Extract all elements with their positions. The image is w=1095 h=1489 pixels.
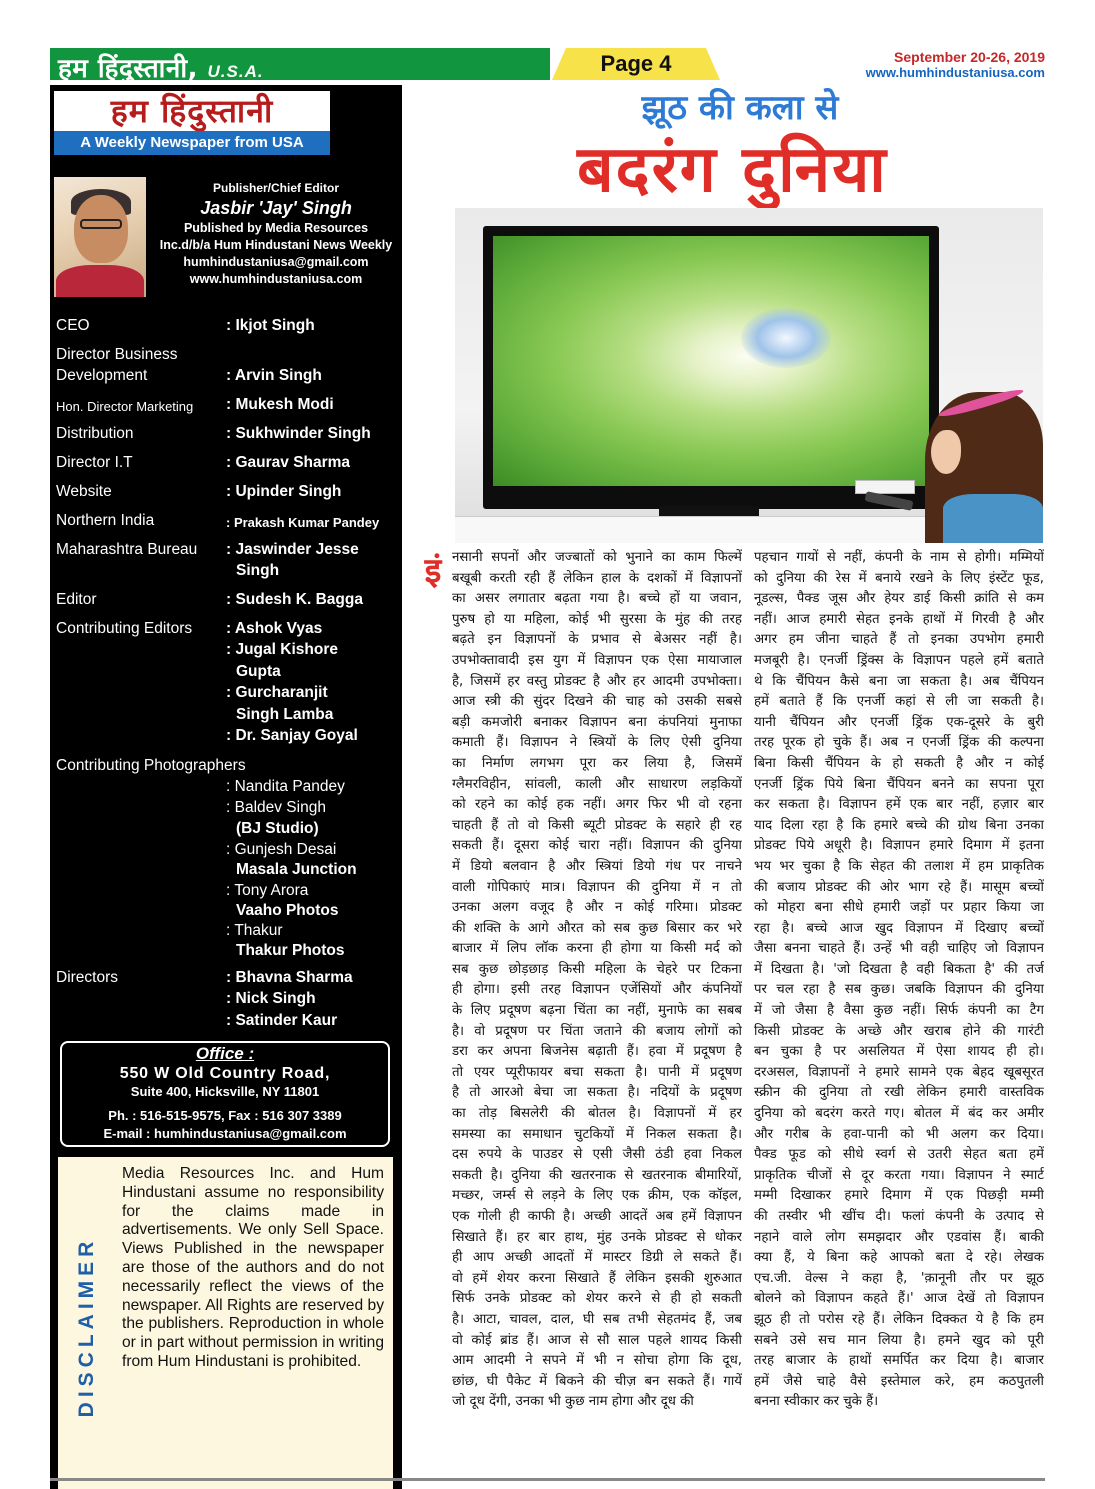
article-line: हमें बताते हैं कि एनर्जी कहां से ली जा सकती है।	[754, 694, 1044, 710]
article-line: जो दूध देंगी, उनका भी कुछ नाम होगा और दूध की	[452, 1394, 694, 1410]
article-line: यानी चैंपियन और एनर्जी ड्रिंक एक-दूसरे के बुरी	[754, 714, 1044, 730]
article-line: है तो आरओ बेचा जा सकता है। नदियों के प्रदूषण	[452, 1085, 742, 1101]
staff-row-editor	[54, 589, 400, 618]
article-line: आज स्त्री की सुंदर दिखने की चाह को उसकी सबसे	[452, 694, 742, 710]
staff-value: : Prakash Kumar Pandey	[226, 515, 380, 530]
staff-value: : Gunjesh Desai	[226, 841, 337, 858]
staff-value: : Jugal Kishore	[226, 641, 338, 658]
staff-value: : Jaswinder Jesse	[226, 541, 359, 558]
footer-rule	[50, 1478, 1045, 1481]
article-line: दुनिया को बदरंग करते गए। बोतल में बंद कर अमीर	[754, 1106, 1044, 1122]
article-line: वो हमें शेयर करना सिखाते हैं लेकिन इसकी शुरुआत	[452, 1270, 742, 1286]
page-header	[50, 48, 1045, 82]
article-line: सिर्फ उनके प्रोडक्ट को शेयर करने से ही हो सकती	[452, 1291, 742, 1307]
article-line: बनना स्वीकार कर चुके हैं।	[754, 1394, 879, 1410]
staff-label: Director Business Development	[56, 346, 178, 384]
staff-list	[54, 315, 400, 1033]
staff-label: CEO	[56, 317, 90, 334]
page-number: Page 4	[600, 51, 672, 76]
article-photo-girl-watching-tv	[455, 208, 1043, 543]
office-email-link[interactable]: E-mail : humhindustaniusa@gmail.com	[103, 1126, 347, 1141]
staff-row-distribution	[54, 423, 400, 452]
staff-value: : Baldev Singh	[226, 799, 326, 816]
article-line: तरह पूरक हो चुके हैं। अब न एनर्जी ड्रिंक की कल्पना	[754, 735, 1044, 751]
staff-value: : Dr. Sanjay Goyal	[226, 727, 358, 744]
staff-label: Website	[56, 483, 112, 500]
article-line: कर सकता है। विज्ञापन हमें एक बार नहीं, हज़ार बार	[754, 797, 1044, 813]
article-line: वाली गोपिकाएं मात्र। विज्ञापन की दुनिया में न तो	[452, 879, 742, 895]
staff-row-directors	[54, 967, 400, 1033]
article-line: नसानी सपनों और जज्बातों को भुनाने का काम फिल्में	[452, 550, 742, 565]
article-line: सब कुछ छोड़छाड़ किसी महिला के चेहरे पर टिकना	[452, 961, 742, 977]
article-line: का निर्माण लगभग पूरा कर लिया है, जिसमें	[452, 755, 742, 771]
office-road: 550 W Old Country Road,	[119, 1065, 331, 1082]
article-line: नहाने वाले लोग समझदार और एडवांस हैं। बाकी	[754, 1229, 1044, 1245]
article-line: चाहती हैं तो वो किसी ब्यूटी प्रोडक्ट के सहारे ही रह	[452, 817, 742, 833]
article-line: उनका अलग वजूद है और न कोई गरिमा। प्रोडक्ट	[452, 900, 742, 916]
masthead-subtitle: A Weekly Newspaper from USA	[54, 131, 330, 155]
article-line: स्क्रीन की दुनिया तो रखी लेकिन हमारी वास्तविक	[754, 1085, 1044, 1101]
article-line: मच्छर, जर्म्स से लड़ने के लिए एक क्रीम, एक कॉइल,	[452, 1188, 742, 1204]
article-column-1	[452, 548, 742, 1413]
staff-value: Vaaho Photos	[236, 902, 339, 919]
article-line: में जो जैसा है वैसा कुछ नहीं। सिर्फ कंपनी का टैग	[754, 1003, 1044, 1019]
article-line: बन चुका है पर असलियत में ऐसा शायद ही हो।	[754, 1044, 1044, 1060]
staff-value: : Gaurav Sharma	[226, 454, 351, 471]
disclaimer-box	[58, 1157, 393, 1489]
article-line: बिना किसी चैंपियन के हो सकती है और न कोई	[754, 755, 1044, 771]
masthead-title: हम हिंदुस्तानी	[54, 91, 330, 131]
article-line: पहचान गायों से नहीं, कंपनी के नाम से होगी। मम्मियों	[754, 550, 1044, 565]
staff-label: Northern India	[56, 512, 155, 529]
staff-value: Gupta	[236, 663, 281, 680]
article-line: सबने उसे सच मान लिया है। हमने खुद को पूरी	[754, 1332, 1044, 1348]
article-line: सिखाते हैं। हर बार हाथ, मुंह उनके प्रोडक्ट से धोकर	[452, 1229, 742, 1245]
article-line: को रहने का कोई हक नहीं। अगर फिर भी वो रहना	[452, 797, 742, 813]
staff-value: Singh Lamba	[236, 706, 334, 723]
staff-label: Directors	[56, 969, 119, 986]
office-suite: Suite 400, Hicksville, NY 11801	[130, 1084, 320, 1099]
publisher-line: Published by Media Resources	[183, 221, 369, 235]
staff-value: : Nandita Pandey	[226, 778, 345, 795]
staff-row-maharashtra	[54, 539, 400, 589]
article-line: कमाती हैं। विज्ञापन ने स्त्रियों के लिए ऐसी दुनिया	[452, 735, 742, 751]
publisher-line: Inc.d/b/a Hum Hindustani News Weekly	[159, 238, 393, 252]
office-phone: Ph. : 516-515-9575, Fax : 516 307 3389	[108, 1108, 342, 1123]
article-line: प्रोडक्ट पिये अधूरी है। विज्ञापन हमारे दिमाग में इतना	[754, 838, 1044, 854]
disclaimer-heading: DISCLAIMER	[75, 1236, 98, 1418]
issue-date: September 20-26, 2019	[894, 49, 1045, 65]
article-line: पुरुष हो या महिला, कोई भी सुरसा के मुंह की तरह	[452, 611, 742, 627]
article-line: छांछ, घी पैकेट में बिकने की चीज़ बन सकते हैं। गायें	[452, 1373, 742, 1389]
staff-label: Editor	[56, 591, 97, 608]
article-kicker: झूठ की कला से	[641, 88, 839, 128]
article-line: को मोहरा बना सीधे हमारी जड़ों पर प्रहार किया जा	[754, 900, 1044, 916]
article-line: की तस्वीर भी खींच दी। फलां कंपनी के उत्पाद से	[754, 1209, 1044, 1224]
header-website-link[interactable]: www.humhindustaniusa.com	[865, 65, 1045, 80]
article-line: रहा है। बच्चे आज खुद विज्ञापन में दिखाए बच्चों	[754, 920, 1044, 936]
header-brand-hindi: हम हिंदुस्तानी,	[58, 54, 198, 84]
staff-value: : Mukesh Modi	[226, 396, 334, 413]
article-line: का तोड़ बिसलेरी की बोतल है। विज्ञापनों में हर	[452, 1106, 742, 1122]
article-line: सकती है। दुनिया की खतरनाक से खतरनाक बीमारियों,	[452, 1167, 742, 1183]
staff-value: : Ikjot Singh	[226, 317, 315, 334]
masthead-logo	[54, 91, 330, 157]
staff-label: Distribution	[56, 425, 134, 442]
article-headline: बदरंग दुनिया	[577, 133, 888, 207]
article-line: बोलने को विज्ञापन कहते हैं।' आज देखें तो विज्ञापन	[754, 1291, 1044, 1307]
article-line: भय भर चुका है कि सेहत की तलाश में हम प्राकृतिक	[754, 858, 1044, 874]
article-line: मम्मी दिखाकर हमारे दिमाग में एक पिछड़ी मम्मी	[754, 1188, 1044, 1204]
article-line: जैसा बनना चाहते हैं। उन्हें भी वही चाहिए जो विज्ञापन	[754, 941, 1044, 957]
article-line: पैक्ड फूड को सीधे स्वर्ग से उतरी सेहत बता हमें	[754, 1147, 1044, 1163]
editor-info	[152, 181, 400, 288]
staff-value: Singh	[236, 562, 280, 579]
article-line: है, जिसमें हर वस्तु प्रोडक्ट है और हर आदमी उपभोक्ता।	[452, 673, 742, 689]
article-line: है। आटा, चावल, दाल, घी सब तभी सेहतमंद हैं, जब	[452, 1311, 742, 1327]
article-line: बखूबी करती रही हैं लेकिन हाल के दशकों में विज्ञापनों	[452, 570, 742, 586]
article-line: को दुनिया की रेस में बनाये रखने के लिए इंस्टेंट फूड,	[754, 570, 1044, 586]
staff-label: Hon. Director Marketing	[56, 399, 194, 414]
disclaimer-text: Media Resources Inc. and Hum Hindustani assume no responsibility for the claims made in advertisements. We only Sell Space. Views Published in the newspaper are those of the authors and do not necessarily reflect the views of the newspaper. All Rights are reserved by the publishers. Reproduction in whole or in part without permission in writing from Hum Hindustani is prohibited.	[122, 1165, 384, 1370]
staff-row-photographers	[54, 755, 400, 967]
article-line: थे कि चैंपियन कैसे बना जा सकता है। अब चैंपियन	[754, 673, 1044, 689]
article-line: बड़ी कमजोरी बनाकर विज्ञापन बना कंपनियां मुनाफा	[452, 714, 742, 730]
article-line: अगर हम जीना चाहते हैं तो इनका उपभोग हमारी	[754, 632, 1044, 648]
staff-row-contributing-editors	[54, 618, 400, 755]
editor-portrait	[54, 177, 146, 297]
article-line: नहीं। आज हमारी सेहत इनके हाथों में गिरवी है और	[754, 611, 1044, 627]
article-line: में डियो बलवान है और स्त्रियां डियो गंध पर नाचने	[452, 858, 742, 874]
article-line: आम आदमी ने सपने में भी न सोचा होगा कि दूध,	[452, 1353, 742, 1369]
article-line: एक गोली ही काफी है। अच्छी आदतें अब हमें विज्ञापन	[452, 1209, 742, 1224]
article-line: में दिखता है। 'जो दिखता है वही बिकता है' की तर्ज	[754, 961, 1044, 977]
staff-value: Masala Junction	[236, 861, 357, 878]
article-line: एनर्जी ड्रिंक पिये बिना चैंपियन बनने का सपना पूरा	[754, 776, 1044, 792]
header-brand	[58, 49, 264, 85]
header-brand-suffix: U.S.A.	[207, 62, 264, 81]
staff-value: : Sudesh K. Bagga	[226, 591, 363, 608]
article-line: बाजार में लिप लॉक करना ही होगा या किसी मर्द को	[452, 941, 742, 957]
article-line: वो कोई ब्रांड हैं। आज से सौ साल पहले शायद किसी	[452, 1332, 742, 1348]
article-dropcap: इं	[424, 551, 442, 591]
editor-email-link[interactable]: humhindustaniusa@gmail.com	[183, 255, 369, 269]
article-line: तरह बाजार के हाथों समर्पित कर दिया है। बाजार	[754, 1353, 1044, 1369]
staff-value: : Tony Arora	[226, 882, 309, 899]
article-line: क्या हैं, ये बिना कहे आपको बता दे रहे। लेखक	[754, 1250, 1044, 1266]
article-line: की बजाय प्रोडक्ट की ओर भाग रहे हैं। मासूम बच्चों	[754, 879, 1044, 895]
staff-row-it	[54, 452, 400, 481]
article-line: उपभोक्तावादी इस युग में विज्ञापन एक ऐसा मायाजाल	[452, 652, 742, 668]
article-line: तो एयर प्यूरीफायर बचा सकता है। पानी में प्रदूषण	[452, 1064, 742, 1080]
staff-label: Contributing Photographers	[56, 757, 246, 774]
article-line: ही होगा। इसी तरह विज्ञापन एजेंसियों और कंपनियों	[452, 982, 742, 998]
staff-value: : Arvin Singh	[226, 367, 322, 384]
staff-value: (BJ Studio)	[236, 820, 319, 837]
article-line: ही आप अच्छी आदतों में मास्टर डिग्री ले सकते हैं।	[452, 1250, 742, 1266]
article-line: याद दिला रहा है कि हमारे बच्चे की ग्रोथ बिना उनका	[754, 817, 1044, 833]
article-line: दरअसल, विज्ञापनों ने हमारे सामने एक बेहद खूबसूरत	[754, 1064, 1044, 1080]
article-line: समस्या का समाधान चुटकियों में निकल सकता है।	[452, 1126, 742, 1142]
staff-value: : Nick Singh	[226, 990, 316, 1007]
article-line: किसी प्रोडक्ट के अच्छे और खराब होने की गारंटी	[754, 1023, 1044, 1039]
staff-value: : Sukhwinder Singh	[226, 425, 371, 442]
article-line: डरा कर अपना बिजनेस बढ़ाती हैं। हवा में प्रदूषण है	[452, 1044, 742, 1060]
article-line: नूडल्स, पैक्ड जूस और हेयर डाई किसी क्रांति से कम	[754, 591, 1044, 607]
staff-value: Thakur Photos	[236, 942, 345, 959]
article-line: और गरीब के हवा-पानी को भी अलग कर दिया।	[754, 1126, 1044, 1142]
staff-value: : Satinder Kaur	[226, 1012, 338, 1029]
article-line: है। वो प्रदूषण पर चिंता जताने की बजाय लोगों को	[452, 1023, 742, 1039]
article-line: की शक्ति के आगे औरत को सब कुछ बिसार कर भरे	[452, 920, 742, 936]
article-line: ग्लैमरविहीन, सांवली, काली और साधारण लड़कियों	[452, 776, 742, 792]
office-address-box	[60, 1041, 390, 1147]
tv-icon	[483, 226, 939, 509]
staff-value: : Gurcharanjit	[226, 684, 328, 701]
staff-row-biz-dev	[54, 344, 400, 394]
article-line: मजबूरी है। एनर्जी ड्रिंक्स के विज्ञापन पहले हमें बताते	[754, 652, 1044, 668]
article-column-2	[754, 548, 1044, 1413]
article-line: पर चल रहा है सब कुछ। जबकि विज्ञापन की दुनिया	[754, 982, 1044, 998]
staff-label: Director I.T	[56, 454, 133, 471]
article-line: के लिए प्रदूषण बढ़ना चिंता का नहीं, मुनाफे का सबब	[452, 1003, 742, 1019]
article-line: सकती हैं। दूसरा कोई चारा नहीं। विज्ञापन की दुनिया	[452, 838, 742, 854]
article-line: हमें जैसे चाहे वैसे इस्तेमाल करे, हम कठपुतली	[754, 1373, 1044, 1389]
article-line: का असर लगातार बढ़ता गया है। बच्चे हों या जवान,	[452, 591, 742, 607]
office-title: Office :	[195, 1044, 255, 1063]
staff-value: : Thakur	[226, 922, 283, 939]
article-line: दस रुपये के पाउडर से एसी जैसी ठंडी हवा निकल	[452, 1147, 742, 1163]
staff-row-website	[54, 481, 400, 510]
editor-name: Jasbir 'Jay' Singh	[200, 198, 352, 218]
staff-value: : Ashok Vyas	[226, 620, 323, 637]
staff-row-ceo	[54, 315, 400, 344]
staff-sidebar	[50, 85, 402, 1489]
staff-row-marketing	[54, 394, 400, 423]
staff-row-north	[54, 510, 400, 539]
article-line: झूठ ही तो परोस रहे हैं। लेकिन दिक्कत ये है कि हम	[754, 1311, 1044, 1327]
staff-value: : Bhavna Sharma	[226, 969, 353, 986]
editor-website-link[interactable]: www.humhindustaniusa.com	[189, 272, 363, 286]
editor-role: Publisher/Chief Editor	[212, 181, 339, 195]
staff-label: Maharashtra Bureau	[56, 541, 198, 558]
staff-value: : Upinder Singh	[226, 483, 342, 500]
disclaimer-side	[70, 1167, 104, 1487]
article-line: प्राकृतिक चीजों से दूर करता गया। विज्ञापन ने स्मार्ट	[754, 1167, 1044, 1183]
article-line: बढ़ते इन विज्ञापनों के प्रभाव से बेअसर नहीं है।	[452, 632, 742, 648]
article-line: एच.जी. वेल्स ने कहा है, 'क़ानूनी तौर पर झूठ	[754, 1270, 1044, 1286]
staff-label: Contributing Editors	[56, 620, 193, 637]
